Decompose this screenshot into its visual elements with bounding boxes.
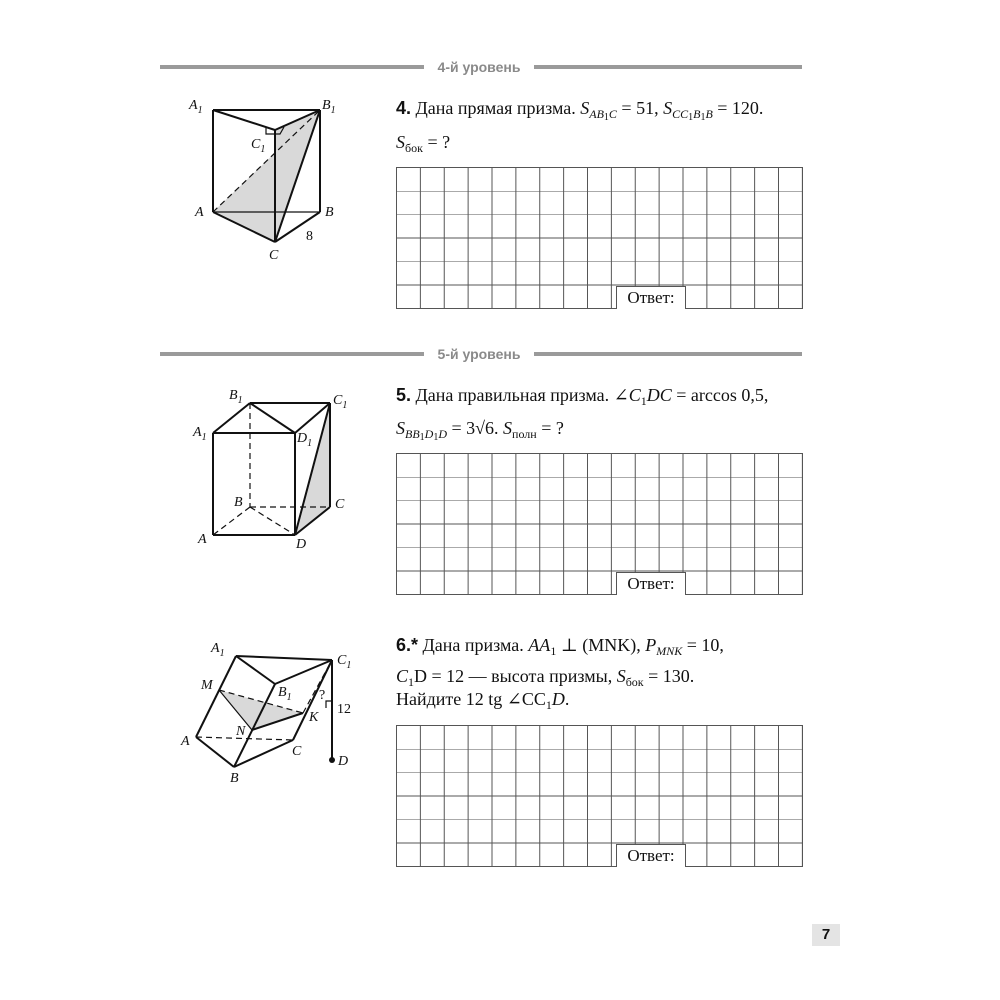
problem-4-figure — [180, 95, 350, 265]
vertex-label-C1: $C_1$ — [337, 653, 352, 671]
problem-number: 5. — [396, 385, 412, 405]
level-heading: 5-й уровень — [424, 345, 534, 363]
vertex-label-B1: $B_1$ — [322, 98, 336, 116]
vertex-label-D1: $D_1$ — [297, 431, 313, 449]
vertex-label-B: B — [234, 495, 243, 510]
answer-grid[interactable] — [396, 167, 803, 309]
problem-6-statement: 6.* Дана призма. $AA_1$ ⊥ (MNK), $P_{MNK} = 10$, — [396, 635, 724, 658]
vertex-label-B1: $B_1$ — [278, 685, 292, 703]
vertex-label-C: C — [335, 497, 345, 512]
problem-4-statement: 4. Дана прямая призма. $S_{AB_1C} = 51$, $S_{CC_1B_1B} = 120$. — [396, 98, 764, 123]
level-heading: 4-й уровень — [424, 58, 534, 76]
vertex-label-M: M — [201, 678, 213, 693]
vertex-label-A1: $A_1$ — [211, 641, 225, 659]
answer-label: Ответ: — [616, 286, 686, 309]
problem-5-statement: 5. Дана правильная призма. $\angle C_1DC = \arccos 0,5$, — [396, 385, 769, 408]
vertex-label-B: B — [325, 205, 334, 220]
answer-label: Ответ: — [616, 572, 686, 595]
vertex-label-A: A — [181, 734, 190, 749]
vertex-label-C: C — [269, 248, 279, 263]
answer-label: Ответ: — [616, 844, 686, 867]
problem-5-figure — [180, 380, 360, 550]
vertex-label-C1: $C_1$ — [251, 137, 266, 155]
vertex-label-B: B — [230, 771, 239, 786]
vertex-label-C: C — [292, 744, 302, 759]
problem-5-condition: $S_{BB_1D_1D} = 3√6$. $S_{полн}$ = ? — [396, 418, 564, 443]
vertex-label-B1: $B_1$ — [229, 388, 243, 406]
vertex-label-A1: $A_1$ — [189, 98, 203, 116]
vertex-label-C1: $C_1$ — [333, 393, 348, 411]
vertex-label-A: A — [195, 205, 204, 220]
problem-number: 4. — [396, 98, 412, 118]
vertex-label-K: K — [309, 710, 319, 725]
vertex-label-N: N — [236, 724, 246, 739]
vertex-label-A: A — [198, 532, 207, 547]
point-label-D: D — [338, 754, 349, 769]
vertex-label-A1: $A_1$ — [193, 425, 207, 443]
vertex-label-D: D — [296, 537, 307, 552]
edge-length-label: 8 — [306, 229, 313, 244]
problem-4-question: $S_{бок}$ = ? — [396, 132, 451, 155]
problem-6-figure — [175, 635, 360, 795]
height-label: 12 — [337, 702, 351, 717]
answer-grid[interactable] — [396, 453, 803, 595]
problem-6-condition: $C_1D = 12$ — высота призмы, $S_{бок} = 130$. — [396, 666, 695, 689]
problem-6-question: Найдите 12 tg $\angle CC_1D$. — [396, 689, 570, 712]
unknown-angle-label: ? — [319, 688, 326, 703]
problem-number: 6.* — [396, 635, 419, 655]
page-number: 7 — [812, 924, 840, 946]
answer-grid[interactable] — [396, 725, 803, 867]
